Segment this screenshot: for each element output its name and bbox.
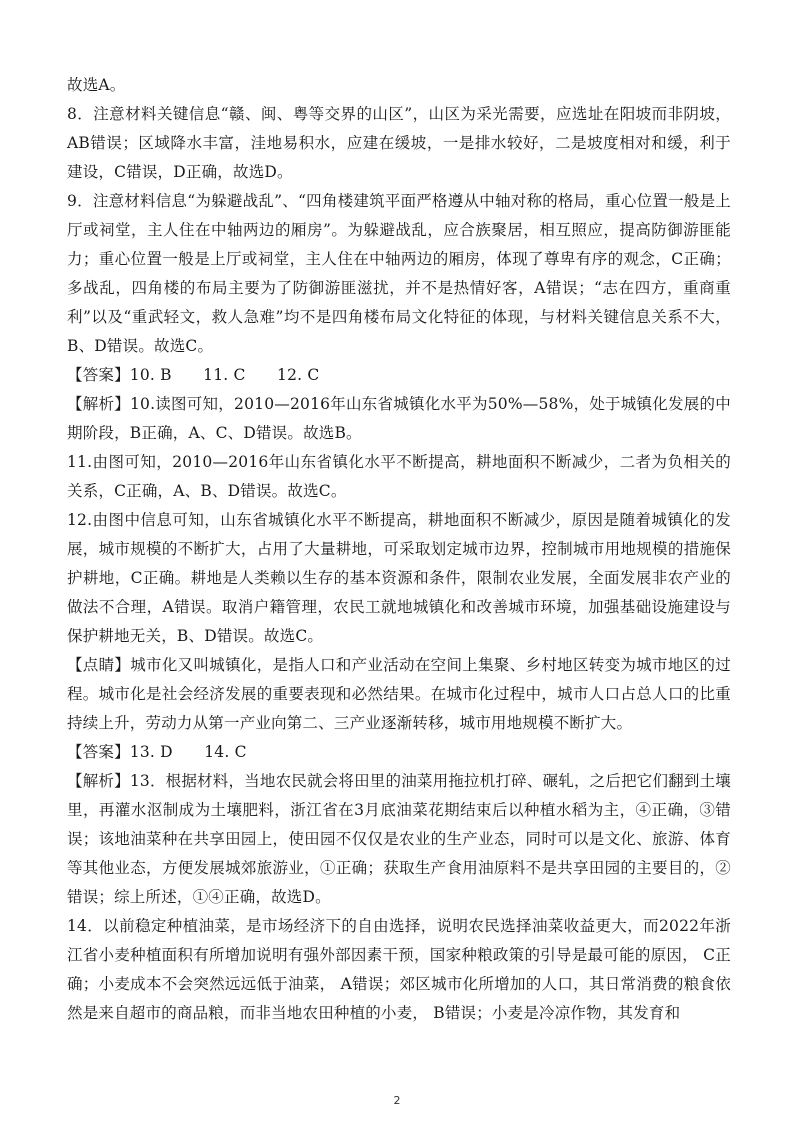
paragraph-q13-explanation: 【解析】13．根据材料，当地农民就会将田里的油菜用拖拉机打碎、碾轧，之后把它们翻到土壤里，再灌水沤制成为土壤肥料，浙江省在3月底油菜花期结束后以种植水稻为主，④正确，③错误；该地油菜种在共享田园上，使田园不仅仅是农业的生产业态，同时可以是文化、旅游、体育等其他业态，方便发展城郊旅游业，①正确；获取生产食用油原料不是共享田园的主要目的，②错误；综上所述，①④正确，故选D。 <box>67 772 731 906</box>
paragraph-q12-explanation: 12.由图中信息可知，山东省城镇化水平不断提高，耕地面积不断减少，原因是随着城镇化的发展，城市规模的不断扩大，占用了大量耕地，可采取划定城市边界，控制城市用地规模的措施保护耕地，C正确。耕地是人类赖以生存的基本资源和条件，限制农业发展，全面发展非农产业的做法不合理，A错误。取消户籍管理，农民工就地城镇化和改善城市环境，加强基础设施建设与保护耕地无关，B、D错误。故选C。 <box>67 511 731 645</box>
page-number: 2 <box>393 1094 401 1107</box>
paragraph-answer-13-14: 【答案】13. D 14. C <box>67 743 247 761</box>
document-body <box>67 71 731 1028</box>
paragraph-q10-explanation: 【解析】10.读图可知，2010—2016年山东省城镇化水平为50%—58%，处于城镇化发展的中期阶段，B正确，A、C、D错误。故选B。 <box>67 395 731 442</box>
paragraph-key-point: 【点睛】城市化又叫城镇化，是指人口和产业活动在空间上集聚、乡村地区转变为城市地区的过程。城市化是社会经济发展的重要表现和必然结果。在城市化过程中，城市人口占总人口的比重持续上升，劳动力从第一产业向第二、三产业逐渐转移，城市用地规模不断扩大。 <box>67 656 731 732</box>
paragraph-answer-continuation: 故选A。 <box>67 76 126 94</box>
paragraph-q8-explanation: 8．注意材料关键信息“赣、闽、粤等交界的山区”，山区为采光需要，应选址在阳坡而非阴坡，AB错误；区域降水丰富，洼地易积水，应建在缓坡，一是排水较好，二是坡度相对和缓，利于建设，C错误，D正确，故选D。 <box>67 105 731 181</box>
paragraph-answer-10-12: 【答案】10. B 11. C 12. C <box>67 366 320 384</box>
paragraph-q9-explanation: 9．注意材料信息“为躲避战乱”、“四角楼建筑平面严格遵从中轴对称的格局，重心位置一般是上厅或祠堂，主人住在中轴两边的厢房”。为躲避战乱，应合族聚居，相互照应，提高防御游匪能力；重心位置一般是上厅或祠堂，主人住在中轴两边的厢房，体现了尊卑有序的观念，C正确；多战乱，四角楼的布局主要为了防御游匪滋扰，并不是热情好客，A错误；“志在四方，重商重利”以及“重武轻文，救人急难”均不是四角楼布局文化特征的体现，与材料关键信息关系不大，B、D错误。故选C。 <box>67 192 731 355</box>
paragraph-q14-explanation: 14．以前稳定种植油菜，是市场经济下的自由选择，说明农民选择油菜收益更大，而2022年浙江省小麦种植面积有所增加说明有强外部因素干预，国家种粮政策的引导是最可能的原因， C正确；小麦成本不会突然远远低于油菜， A错误；郊区城市化所增加的人口，其日常消费的粮食依然是来自超市的商品粮，而非当地农田种植的小麦， B错误；小麦是冷凉作物，其发育和 <box>67 917 731 1022</box>
paragraph-q11-explanation: 11.由图可知，2010—2016年山东省镇化水平不断提高，耕地面积不断减少，二者为负相关的关系，C正确，A、B、D错误。故选C。 <box>67 453 731 500</box>
